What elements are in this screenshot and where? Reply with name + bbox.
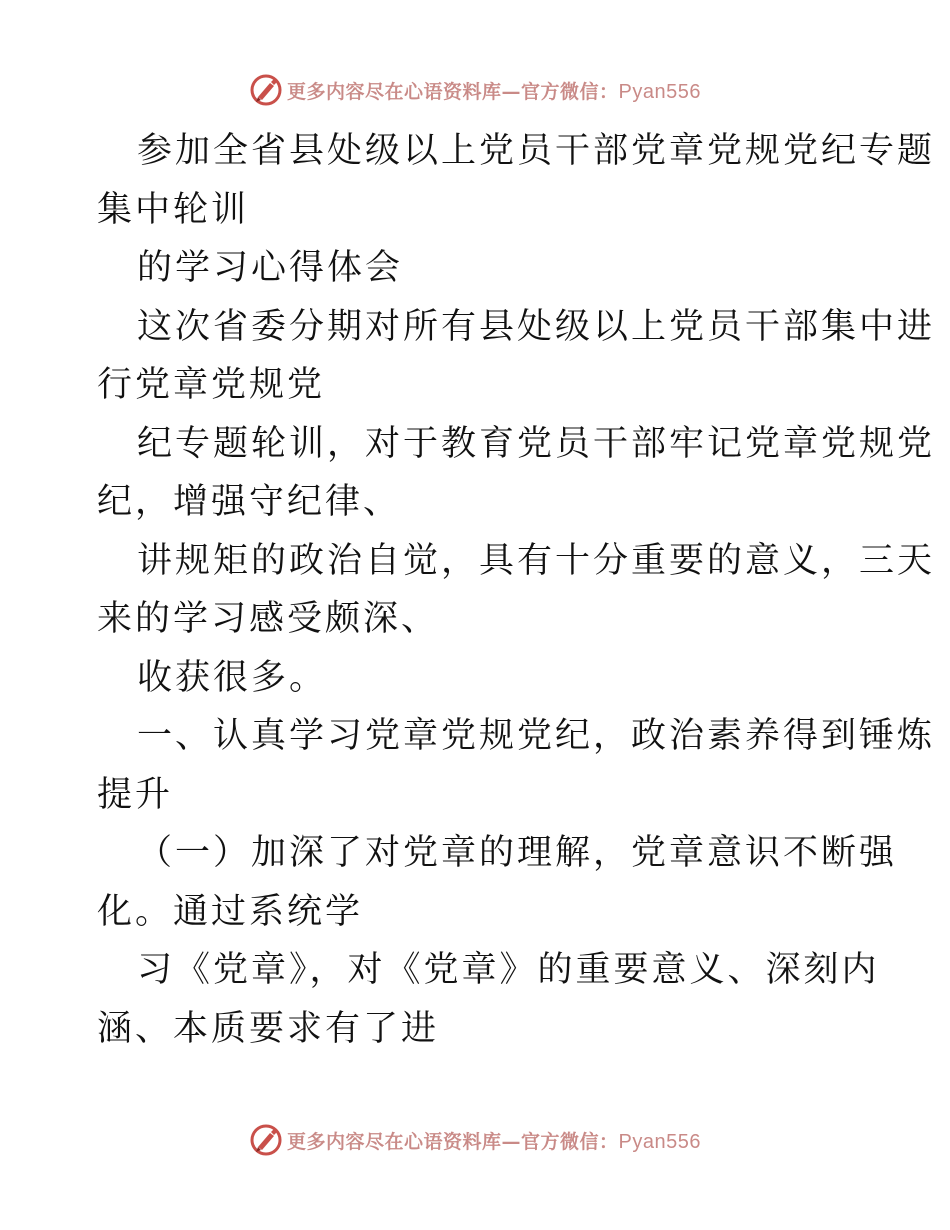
text-line: 纪专题轮训，对于教育党员干部牢记党章党规党 [137,423,936,464]
footer-watermark [0,1120,950,1160]
text-line: 化。通过系统学 [97,891,364,932]
text-line: 收获很多。 [137,657,328,698]
subsection-heading: （一）加深了对党章的理解，党章意识不断强 [137,833,898,873]
text-line: 涵、本质要求有了进 [97,1008,440,1049]
header-watermark [0,70,950,110]
section-heading-cont: 提升 [97,774,174,815]
text-line: 讲规矩的政治自觉，具有十分重要的意义，三天 [137,540,936,581]
text-line: 行党章党规党 [97,365,326,405]
text-line: 习《党章》，对《党章》的重要意义、深刻内 [137,950,880,990]
text-line: 纪，增强守纪律、 [97,482,402,522]
pen-logo-icon [249,73,283,107]
text-line: 这次省委分期对所有县处级以上党员干部集中进 [137,306,936,347]
watermark-text: 更多内容尽在心语资料库—官方微信：Pyan556 [287,1130,701,1153]
pen-logo-icon [249,1123,283,1157]
text-line: 参加全省县处级以上党员干部党章党规党纪专题 [137,131,936,171]
document-body [97,122,936,1058]
text-line: 集中轮训 [97,189,250,230]
watermark-text: 更多内容尽在心语资料库—官方微信：Pyan556 [287,80,701,103]
text-line: 来的学习感受颇深、 [97,599,440,639]
section-heading: 一、认真学习党章党规党纪，政治素养得到锤炼 [137,716,936,756]
text-line: 的学习心得体会 [137,248,404,288]
